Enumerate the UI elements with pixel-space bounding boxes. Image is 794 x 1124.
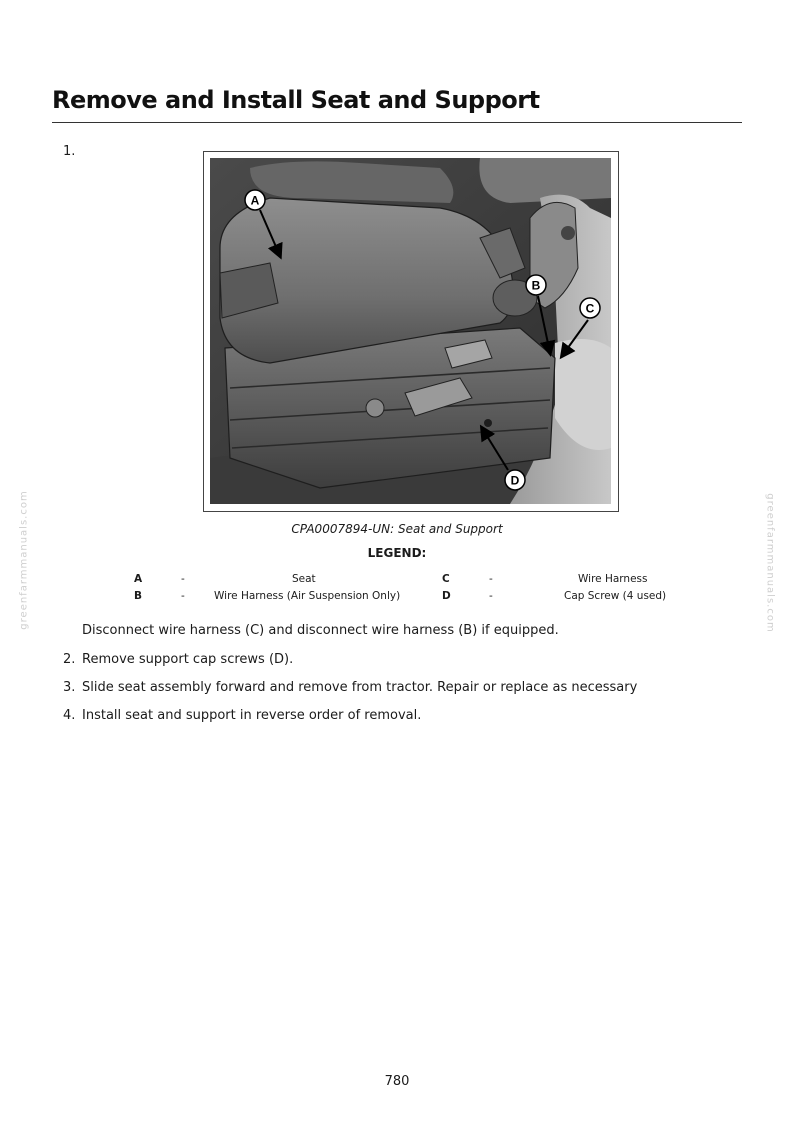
callout-d [505,470,525,490]
seat-support-illustration [210,158,611,504]
step-number-3: 3. [63,680,76,695]
legend-letter-c: C [442,573,450,585]
legend-letter-d: D [442,590,451,602]
legend-letter-a: A [134,573,143,585]
step-2-text: Remove support cap screws (D). [82,652,294,667]
svg-text:C: C [585,301,595,316]
step-number-4: 4. [63,708,76,723]
step-number-1: 1. [63,144,76,159]
svg-text:A: A [250,193,260,208]
page-title: Remove and Install Seat and Support [52,86,540,114]
legend-dash-b: - [181,590,185,602]
legend-dash-c: - [489,573,493,585]
legend-desc-c: Wire Harness [578,573,648,585]
title-divider [52,122,742,123]
step-1-text: Disconnect wire harness (C) and disconnect wire harness (B) if equipped. [82,623,559,638]
legend-desc-d: Cap Screw (4 used) [564,590,667,602]
svg-text:B: B [531,278,541,293]
legend-desc-b: Wire Harness (Air Suspension Only) [214,590,401,602]
legend-row-1 [0,573,794,589]
callout-a [245,190,265,210]
legend-title: LEGEND: [367,546,427,560]
legend-row-2 [0,590,794,606]
callout-c [580,298,600,318]
callout-b [526,275,546,295]
step-4-text: Install seat and support in reverse order of removal. [82,708,422,723]
watermark-left: greenfarmmanuals.com [18,490,30,630]
legend-dash-a: - [181,573,185,585]
figure-caption: CPA0007894-UN: Seat and Support [291,522,503,536]
svg-text:D: D [510,473,520,488]
legend-desc-a: Seat [292,573,316,585]
legend-dash-d: - [489,590,493,602]
page-number: 780 [384,1074,410,1089]
watermark-right: greenfarmmanuals.com [764,493,776,633]
legend-letter-b: B [134,590,143,602]
seat-support-figure [203,151,619,512]
step-3-text: Slide seat assembly forward and remove from tractor. Repair or replace as necessary [82,680,638,695]
step-number-2: 2. [63,652,76,667]
